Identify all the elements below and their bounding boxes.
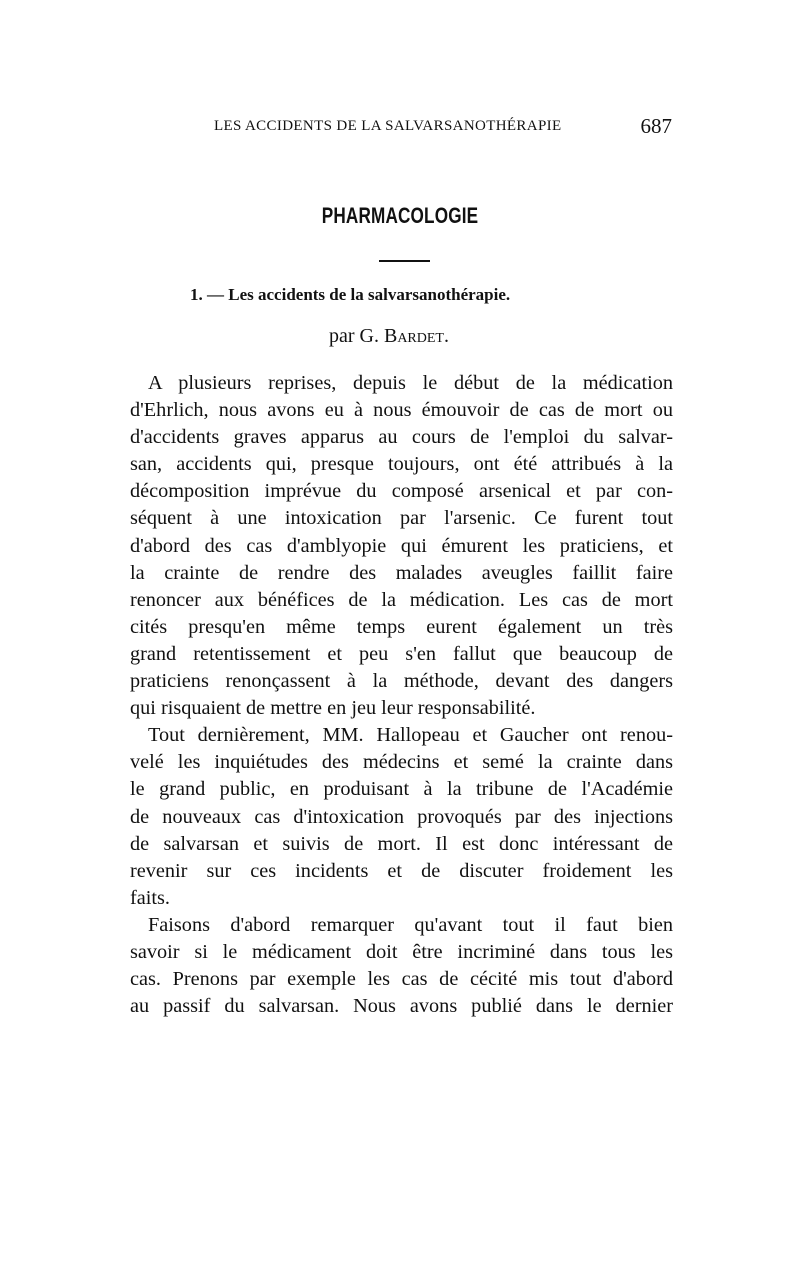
page-number: 687 [640,114,672,138]
body-line: cas. Prenons par exemple les cas de cécité mis tout d'abord [130,968,673,991]
article-body [130,370,673,1020]
body-line: praticiens renonçassent à la méthode, devant des dangers [130,670,673,693]
body-line: le grand public, en produisant à la tribune de l'Académie [130,778,673,801]
body-line: séquent à une intoxication par l'arsenic. Ce furent tout [130,507,673,530]
body-line: grand retentissement et peu s'en fallut que beaucoup de [130,642,673,665]
running-header [214,114,672,140]
running-title: LES ACCIDENTS DE LA SALVARSANOTHÉRAPIE [214,118,562,134]
article-byline [329,325,449,348]
body-line: d'abord des cas d'amblyopie qui émurent les praticiens, et [130,534,673,557]
section-divider [379,260,430,262]
body-line: décomposition imprévue du composé arsenical et par con- [130,480,673,503]
article-title: 1. — Les accidents de la salvarsanothérapie. [190,285,511,304]
byline-author: Bardet. [383,325,449,347]
body-line: faits. [130,886,170,909]
body-line: Tout dernièrement, MM. Hallopeau et Gaucher ont renou- [148,724,673,747]
body-line: qui risquaient de mettre en jeu leur responsabilité. [130,697,536,720]
body-line: cités presqu'en même temps eurent également un très [130,615,673,638]
body-line: de salvarsan et suivis de mort. Il est donc intéressant de [130,832,673,855]
body-line: de nouveaux cas d'intoxication provoqués par des injections [130,805,673,828]
body-line: d'Ehrlich, nous avons eu à nous émouvoir de cas de mort ou [130,399,673,422]
section-title: PHARMACOLOGIE [321,203,479,228]
body-line: d'accidents graves apparus au cours de l'emploi du salvar- [130,426,673,449]
body-line: savoir si le médicament doit être incriminé dans tous les [130,940,673,963]
body-line: la crainte de rendre des malades aveugles faillit faire [130,561,673,584]
body-line: renoncer aux bénéfices de la médication. Les cas de mort [130,588,673,611]
byline-prefix: par G. [329,325,384,347]
body-line: revenir sur ces incidents et de discuter froidement les [130,859,673,882]
body-line: au passif du salvarsan. Nous avons publié dans le dernier [130,995,673,1018]
body-line: A plusieurs reprises, depuis le début de la médication [148,372,673,394]
body-line: Faisons d'abord remarquer qu'avant tout il faut bien [148,913,673,936]
body-line: velé les inquiétudes des médecins et semé la crainte dans [130,751,673,774]
body-line: san, accidents qui, presque toujours, ont été attribués à la [130,453,673,476]
